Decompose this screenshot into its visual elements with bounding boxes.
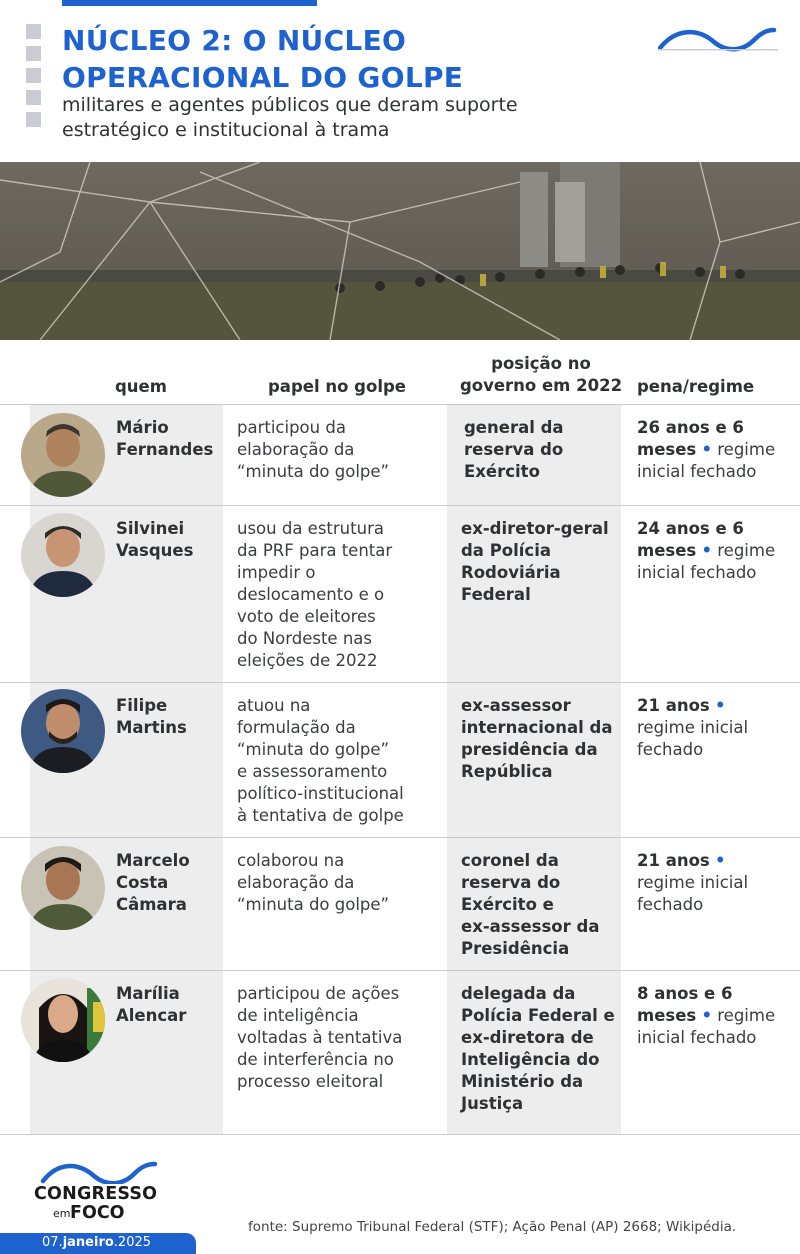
logo-word-congresso: CONGRESSO (34, 1184, 158, 1204)
source-note: fonte: Supremo Tribunal Federal (STF); Ação Penal (AP) 2668; Wikipédia. (248, 1219, 737, 1235)
column-header-pena: pena/regime (637, 377, 755, 396)
row-4-pena: 21 anos • regime inicial fechado (637, 851, 749, 914)
decorative-squares (26, 24, 41, 134)
row-3-pena: 21 anos • regime inicial fechado (637, 696, 749, 759)
column-header-papel: papel no golpe (268, 377, 406, 396)
page-subtitle (62, 93, 702, 143)
page-title (62, 22, 622, 96)
row-4-papel: colaborou na elaboração da “minuta do golpe” (237, 851, 390, 914)
column-header-quem: quem (115, 377, 167, 396)
row-1-papel: participou da elaboração da “minuta do golpe” (237, 418, 390, 481)
subtitle-line-1: militares e agentes públicos que deram suporte (62, 94, 518, 116)
publication-date: 07.janeiro.2025 (42, 1235, 152, 1250)
logo-wave-icon (40, 1160, 158, 1184)
row-5-posicao: delegada da Polícia Federal e ex-diretora de Inteligência do Ministério da Justiça (461, 984, 615, 1113)
row-5-papel: participou de ações de inteligência voltadas à tentativa de interferência no processo eleitoral (237, 984, 403, 1091)
row-1-posicao: general da reserva do Exército (464, 418, 564, 481)
congresso-em-foco-logo (34, 1160, 164, 1225)
row-2-name: Silvinei Vasques (116, 519, 194, 560)
title-line-1: NÚCLEO 2: O NÚCLEO (62, 24, 407, 57)
row-5-name: Marília Alencar (116, 984, 187, 1025)
row-1-name: Mário Fernandes (116, 418, 214, 459)
row-4-name: Marcelo Costa Câmara (116, 851, 190, 914)
column-header-posicao: posição no governo em 2022 (459, 354, 623, 395)
row-3-name: Filipe Martins (116, 696, 187, 737)
avatar-silvinei-vasques (21, 513, 105, 597)
row-2-pena: 24 anos e 6 meses • regime inicial fechado (637, 519, 776, 582)
logo-word-em: em (53, 1207, 71, 1220)
row-5-pena: 8 anos e 6 meses • regime inicial fechado (637, 984, 776, 1047)
row-2-posicao: ex-diretor-geral da Polícia Rodoviária Federal (461, 519, 609, 604)
avatar-marilia-alencar (21, 978, 105, 1062)
row-3-papel: atuou na formulação da “minuta do golpe” e assessoramento político-institucional à tentativa de golpe (237, 696, 404, 825)
data-table (0, 340, 800, 1135)
brand-wave-icon (658, 22, 778, 52)
row-1-pena: 26 anos e 6 meses • regime inicial fechado (637, 418, 776, 481)
top-accent-bar (62, 0, 317, 6)
logo-word-foco: FOCO (70, 1203, 125, 1223)
hero-image-crowd-broken-glass (0, 162, 800, 340)
subtitle-line-2: estratégico e institucional à trama (62, 119, 390, 141)
title-line-2: OPERACIONAL DO GOLPE (62, 61, 464, 94)
row-4-posicao: coronel da reserva do Exército e ex-assessor da Presidência (461, 851, 600, 958)
row-3-posicao: ex-assessor internacional da presidência da República (461, 696, 613, 781)
avatar-filipe-martins (21, 689, 105, 773)
avatar-mario-fernandes (21, 413, 105, 497)
row-2-papel: usou da estrutura da PRF para tentar impedir o deslocamento e o voto de eleitores do Nordeste nas eleições de 2022 (237, 519, 393, 670)
avatar-marcelo-costa-camara (21, 846, 105, 930)
